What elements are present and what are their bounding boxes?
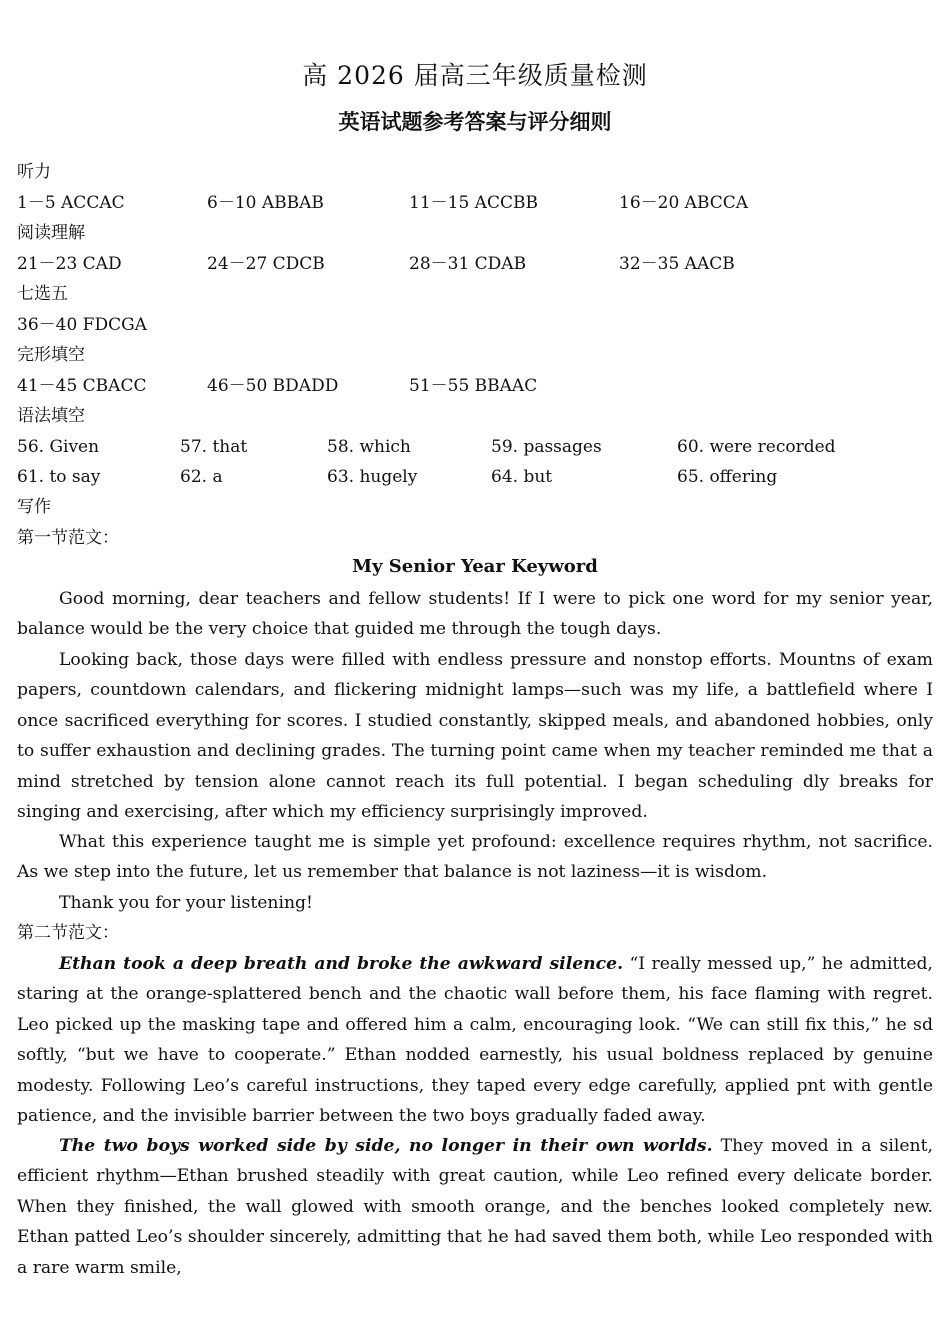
essay-paragraph: Good morning, dear teachers and fellow students! If I were to pick one word for my senior year, balance would be the very choice that guided me through the tough days. xyxy=(17,589,933,640)
grammar-answer: 62. a xyxy=(180,467,223,487)
answer-group: 32－35 AACB xyxy=(619,254,735,274)
answer-group: 1－5 ACCAC xyxy=(17,193,125,213)
section1-label: 第一节范文： xyxy=(17,528,119,548)
section-label-listening: 听力 xyxy=(17,162,51,182)
section-label-writing: 写作 xyxy=(17,497,51,517)
section-label-reading: 阅读理解 xyxy=(17,223,85,243)
answer-group: 6－10 ABBAB xyxy=(207,193,324,213)
section2-label: 第二节范文： xyxy=(17,923,119,943)
answer-group: 36－40 FDCGA xyxy=(17,315,147,335)
grammar-answer: 60. were recorded xyxy=(677,437,836,457)
paragraph-lead-sentence: Ethan took a deep breath and broke the awkward silence. xyxy=(59,954,624,974)
essay-paragraph: Thank you for your listening! xyxy=(59,893,313,913)
paragraph-lead-sentence: The two boys worked side by side, no longer in their own worlds. xyxy=(59,1136,713,1156)
grammar-answer: 64. but xyxy=(491,467,553,487)
answer-group: 41－45 CBACC xyxy=(17,376,147,396)
essay-title: My Senior Year Keyword xyxy=(352,556,598,577)
grammar-answer: 58. which xyxy=(327,437,411,457)
grammar-answer: 59. passages xyxy=(491,437,602,457)
page-title: 高 2026 届高三年级质量检测 xyxy=(302,61,648,90)
paragraph-body: “I really messed up,” he admitted, staring at the orange-splattered bench and the chaotic wall before them, his face flaming with regret. Leo picked up the masking tape and offered him a calm, encouraging look. “We can still fix this,” he sd softly, “but we have to cooperate.” Ethan nodded earnestly, his usual boldness replaced by genuine modesty. Following Leo’s careful instructions, they taped every edge carefully, applied pnt with gentle patience, and the invisible barrier between the two boys gradually faded away. xyxy=(17,954,933,1127)
answer-group: 24－27 CDCB xyxy=(207,254,325,274)
essay-paragraph: Looking back, those days were filled with endless pressure and nonstop efforts. Mountns of exam papers, countdown calendars, and flickering midnight lamps—such was my life, a battlefield where I once sacrificed everything for scores. I studied constantly, skipped meals, and abandoned hobbies, only to suffer exhaustion and declining grades. The turning point came when my teacher reminded me that a mind stretched by tension alone cannot reach its full potential. I began scheduling dly breaks for singing and exercising, after which my efficiency surprisingly improved. xyxy=(17,650,933,823)
continuation-paragraph xyxy=(17,1131,933,1283)
answer-group: 46－50 BDADD xyxy=(207,376,339,396)
page-subtitle: 英语试题参考答案与评分细则 xyxy=(338,110,612,134)
grammar-answer: 56. Given xyxy=(17,437,100,457)
grammar-answer: 63. hugely xyxy=(327,467,418,487)
continuation-paragraph xyxy=(17,949,933,1131)
grammar-answer: 65. offering xyxy=(677,467,778,487)
grammar-answer: 57. that xyxy=(180,437,248,457)
section-label-cloze: 完形填空 xyxy=(17,345,85,365)
grammar-answer: 61. to say xyxy=(17,467,101,487)
answer-group: 51－55 BBAAC xyxy=(409,376,538,396)
answer-group: 21－23 CAD xyxy=(17,254,122,274)
section-label-seven-five: 七选五 xyxy=(17,284,68,304)
answer-group: 28－31 CDAB xyxy=(409,254,527,274)
paragraph-body: They moved in a silent, efficient rhythm—Ethan brushed steadily with great caution, while Leo refined every delicate border. When they finished, the wall glowed with smooth orange, and the benches looked completely new. Ethan patted Leo’s shoulder sincerely, admitting that he had saved them both, while Leo responded with a rare warm smile, xyxy=(17,1136,933,1278)
section-label-grammar: 语法填空 xyxy=(17,406,85,426)
essay-paragraph: What this experience taught me is simple yet profound: excellence requires rhythm, not sacrifice. As we step into the future, let us remember that balance is not laziness—it is wisdom. xyxy=(17,832,933,883)
answer-group: 11－15 ACCBB xyxy=(409,193,538,213)
answer-group: 16－20 ABCCA xyxy=(619,193,749,213)
